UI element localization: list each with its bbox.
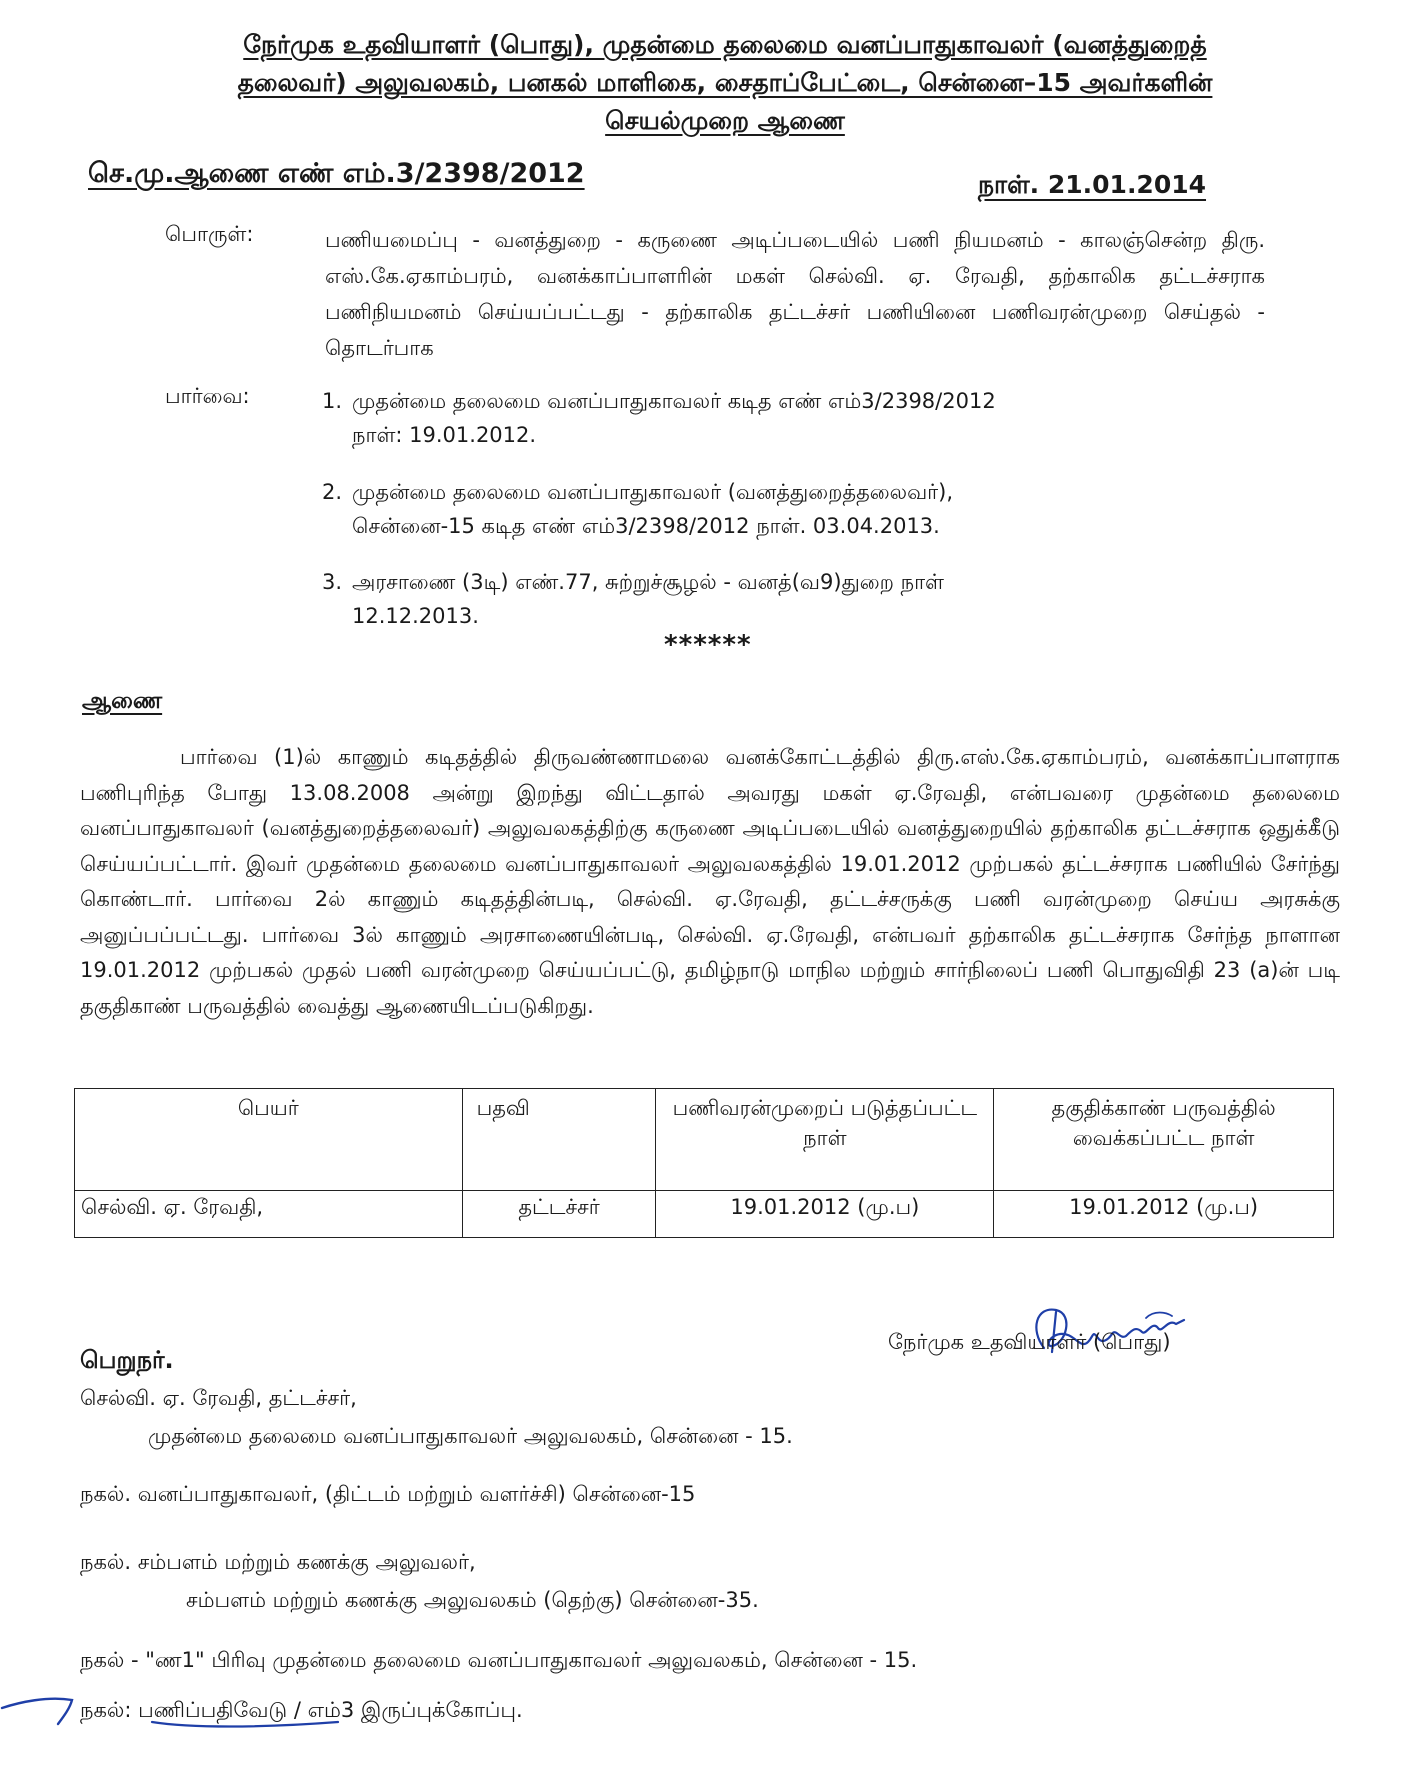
order-heading: ஆணை xyxy=(82,688,163,714)
tick-mark-icon xyxy=(0,1690,80,1730)
pen-underline-icon xyxy=(150,1716,340,1732)
copy-1: நகல். வனப்பாதுகாவலர், (திட்டம் மற்றும் வளர்ச்சி) சென்னை-15 xyxy=(80,1482,696,1506)
order-date: நாள். 21.01.2014 xyxy=(978,170,1207,199)
reference-item-3 xyxy=(322,565,1222,633)
copy-3: நகல் - "ண1" பிரிவு முதன்மை தலைமை வனப்பாதுகாவலர் அலுவலகம், சென்னை - 15. xyxy=(80,1648,918,1672)
reference-line-1: அரசாணை (3டி) எண்.77, சுற்றுச்சூழல் - வனத்(வ9)துறை நாள் xyxy=(352,570,945,594)
cell-post: தட்டச்சர் xyxy=(462,1191,656,1238)
signatory-title: நேர்முக உதவியாளர் (பொது) xyxy=(888,1330,1171,1354)
header-line-2: தலைவர்) அலுவலகம், பனகல் மாளிகை, சைதாப்பேட்டை, சென்னை–15 அவர்களின் xyxy=(237,68,1213,97)
reference-line-2: நாள்: 19.01.2012. xyxy=(352,423,537,447)
references-label: பார்வை: xyxy=(165,384,250,408)
order-body: பார்வை (1)ல் காணும் கடிதத்தில் திருவண்ணாமலை வனக்கோட்டத்தில் திரு.எஸ்.கே.ஏகாம்பரம், வனக்காப்பாளராக பணிபுரிந்த போது 13.08.2008 அன்று இறந்து விட்டதால் அவரது மகள் ஏ.ரேவதி, என்பவரை முதன்மை தலைமை வனப்பாதுகாவலர் (வனத்துறைத்தலைவர்) அலுவலகத்திற்கு கருணை அடிப்படையில் வனத்துறையில் தற்காலிக தட்டச்சராக ஒதுக்கீடு செய்யப்பட்டார். இவர் முதன்மை தலைமை வனப்பாதுகாவலர் அலுவலகத்தில் 19.01.2012 முற்பகல் தட்டச்சராக பணியில் சேர்ந்து கொண்டார். பார்வை 2ல் காணும் கடிதத்தின்படி, செல்வி. ஏ.ரேவதி, தட்டச்சருக்கு பணி வரன்முறை செய்ய அரசுக்கு அனுப்பப்பட்டது. பார்வை 3ல் காணும் அரசாணையின்படி, செல்வி. ஏ.ரேவதி, என்பவர் தற்காலிக தட்டச்சராக சேர்ந்த நாளான 19.01.2012 முற்பகல் முதல் பணி வரன்முறை செய்யப்பட்டு, தமிழ்நாடு மாநில மற்றும் சார்நிலைப் பணி பொதுவிதி 23 (a)ன் படி தகுதிகாண் பருவத்தில் வைத்து ஆணையிடப்படுகிறது. xyxy=(80,745,1340,1018)
cell-probation-date: 19.01.2012 (மு.ப) xyxy=(994,1191,1334,1238)
order-number: செ.மு.ஆணை எண் எம்.3/2398/2012 xyxy=(88,158,585,189)
regularisation-table xyxy=(74,1088,1334,1238)
separator-stars: ****** xyxy=(664,630,752,660)
copy-2-line-2: சம்பளம் மற்றும் கணக்கு அலுவலகம் (தெற்கு) சென்னை-35. xyxy=(186,1588,759,1612)
table-header-row xyxy=(75,1089,1334,1191)
reference-line-2: 12.12.2013. xyxy=(352,604,479,628)
copy-4: நகல்: பணிப்பதிவேடு / எம்3 இருப்புக்கோப்பு. xyxy=(80,1698,523,1722)
header-line-3: செயல்முறை ஆணை xyxy=(605,106,845,135)
cell-regularised-date: 19.01.2012 (மு.ப) xyxy=(656,1191,994,1238)
reference-item-2 xyxy=(322,475,1222,543)
reference-number: 1. xyxy=(322,389,343,413)
document-header xyxy=(130,26,1320,140)
subject-label: பொருள்: xyxy=(165,222,254,246)
column-header-name: பெயர் xyxy=(75,1089,463,1191)
cell-name: செல்வி. ஏ. ரேவதி, xyxy=(75,1191,463,1238)
reference-line-1: முதன்மை தலைமை வனப்பாதுகாவலர் (வனத்துறைத்தலைவர்), xyxy=(352,480,954,504)
subject-text: பணியமைப்பு - வனத்துறை - கருணை அடிப்படையில் பணி நியமனம் - காலஞ்சென்ற திரு. எஸ்.கே.ஏகாம்பரம், வனக்காப்பாளரின் மகள் செல்வி. ஏ. ரேவதி, தற்காலிக தட்டச்சராக பணிநியமனம் செய்யப்பட்டது - தற்காலிக தட்டச்சர் பணியினை பணிவரன்முறை செய்தல் - தொடர்பாக xyxy=(325,228,1265,360)
table-row xyxy=(75,1191,1334,1238)
reference-number: 3. xyxy=(322,570,343,594)
column-header-regularised-date: பணிவரன்முறைப் படுத்தப்பட்ட நாள் xyxy=(656,1089,994,1191)
column-header-post: பதவி xyxy=(462,1089,656,1191)
recipient-heading: பெறுநர். xyxy=(80,1346,174,1374)
column-header-probation-date: தகுதிக்காண் பருவத்தில் வைக்கப்பட்ட நாள் xyxy=(994,1089,1334,1191)
reference-line-1: முதன்மை தலைமை வனப்பாதுகாவலர் கடித எண் எம்3/2398/2012 xyxy=(352,389,996,413)
reference-number: 2. xyxy=(322,480,343,504)
reference-line-2: சென்னை-15 கடித எண் எம்3/2398/2012 நாள். 03.04.2013. xyxy=(352,514,940,538)
recipient-line-2: முதன்மை தலைமை வனப்பாதுகாவலர் அலுவலகம், சென்னை - 15. xyxy=(148,1424,793,1448)
copy-2-line-1: நகல். சம்பளம் மற்றும் கணக்கு அலுவலர், xyxy=(80,1550,476,1574)
header-line-1: நேர்முக உதவியாளர் (பொது), முதன்மை தலைமை வனப்பாதுகாவலர் (வனத்துறைத் xyxy=(243,30,1207,59)
reference-item-1 xyxy=(322,384,1222,452)
recipient-line-1: செல்வி. ஏ. ரேவதி, தட்டச்சர், xyxy=(80,1386,357,1410)
